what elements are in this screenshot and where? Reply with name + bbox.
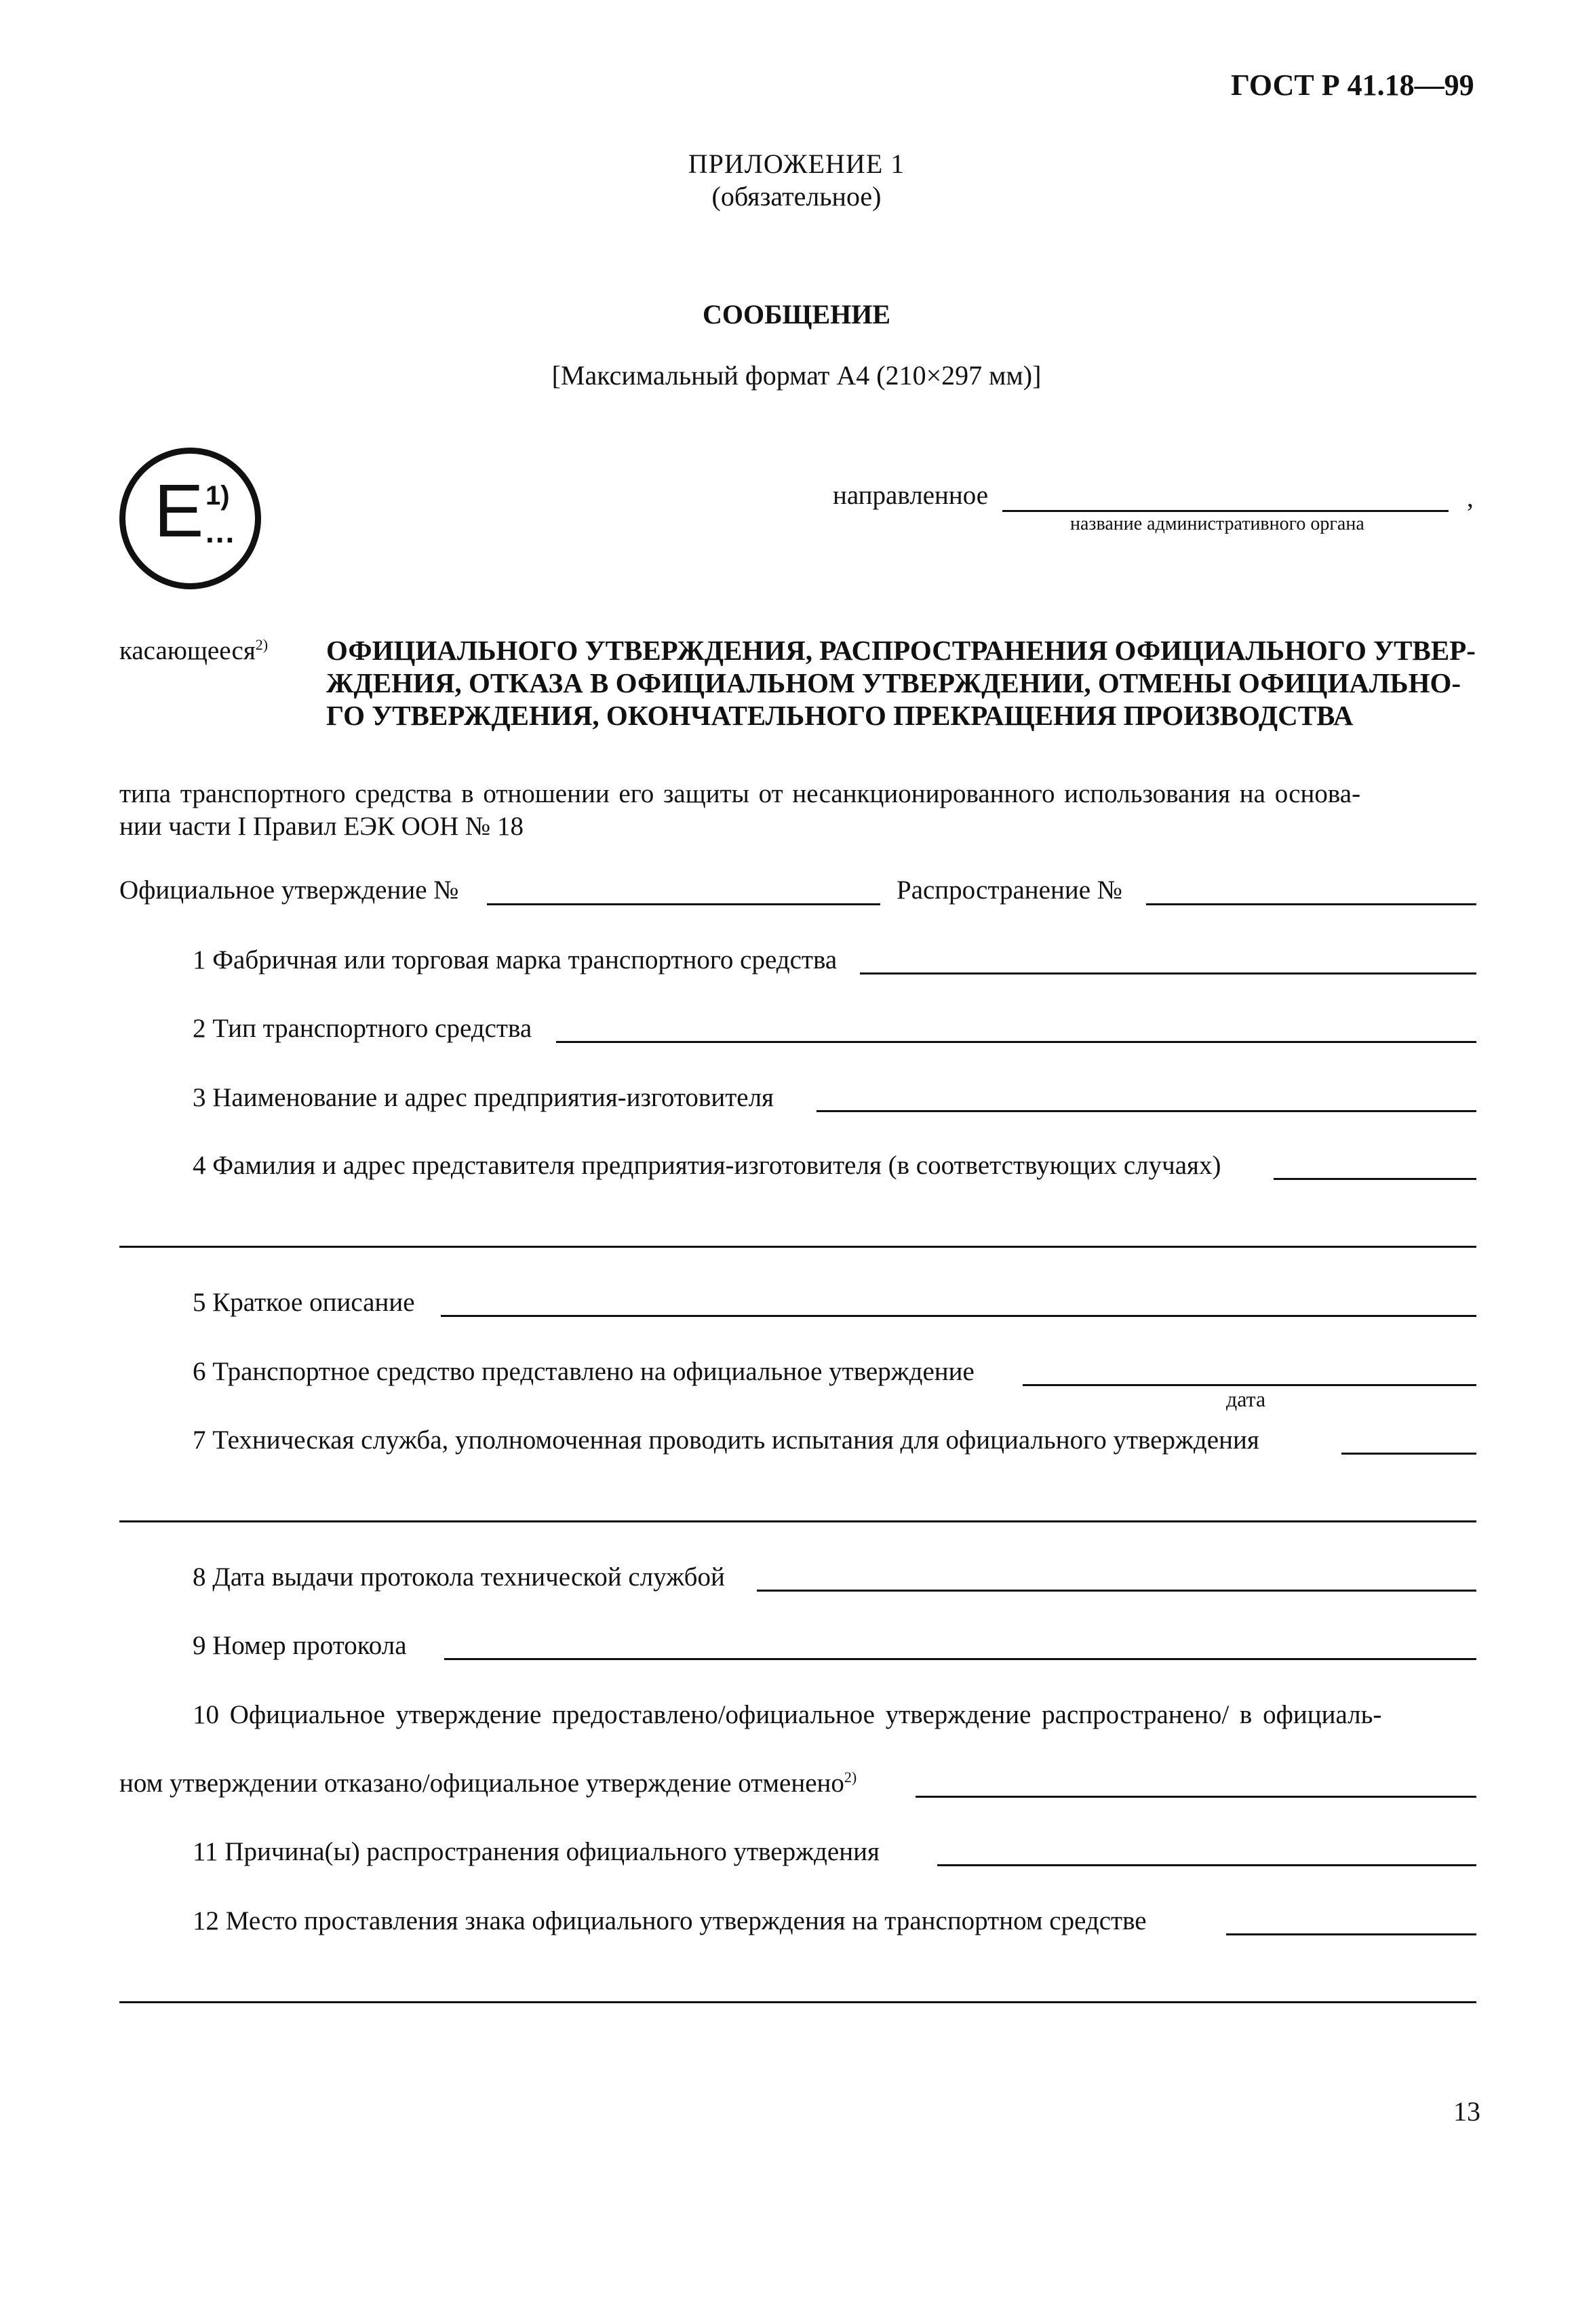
item-11-field[interactable]: [937, 1864, 1476, 1866]
item-3-label: 3 Наименование и адрес предприятия-изготовителя: [193, 1083, 774, 1112]
approval-number-field[interactable]: [487, 903, 880, 905]
item-10-footnote-ref: 2): [844, 1769, 857, 1786]
item-5-field[interactable]: [441, 1315, 1476, 1317]
item-10-field[interactable]: [916, 1796, 1476, 1798]
item-9-label: 9 Номер протокола: [193, 1631, 407, 1660]
sent-by-comma: ,: [1467, 484, 1474, 513]
format-note: [Максимальный формат А4 (210×297 мм)]: [551, 360, 1042, 391]
item-12-field[interactable]: [1226, 1933, 1476, 1935]
document-code: ГОСТ Р 41.18—99: [1231, 68, 1474, 102]
item-11-label: 11 Причина(ы) распространения официального утверждения: [193, 1837, 880, 1866]
item-4-field[interactable]: [1274, 1178, 1476, 1180]
extension-number-label: Распространение №: [897, 875, 1122, 905]
item-10-label-line-2: ном утверждении отказано/официальное утверждение отменено$^{2)}$: [119, 1769, 857, 1798]
item-4-field-continuation[interactable]: [119, 1246, 1476, 1248]
extension-number-field[interactable]: [1146, 903, 1476, 905]
item-8-label: 8 Дата выдачи протокола технической службой: [193, 1562, 725, 1592]
item-7-field-continuation[interactable]: [119, 1520, 1476, 1522]
item-4-label: 4 Фамилия и адрес представителя предприятия-изготовителя (в соответствующих случаях): [193, 1151, 1221, 1180]
concerning-line-3: ГО УТВЕРЖДЕНИЯ, ОКОНЧАТЕЛЬНОГО ПРЕКРАЩЕНИЯ ПРОИЗВОДСТВА: [326, 700, 1354, 731]
item-8-field[interactable]: [757, 1590, 1476, 1592]
intro-line-1: типа транспортного средства в отношении его защиты от несанкционированного использования на основа-: [119, 779, 1361, 808]
sent-by-field[interactable]: [1002, 510, 1449, 512]
item-1-field[interactable]: [860, 972, 1476, 974]
item-9-field[interactable]: [444, 1658, 1476, 1660]
approval-mark-dots: ...: [205, 514, 236, 549]
approval-mark-icon: [119, 448, 261, 589]
concerning-line-2: ЖДЕНИЯ, ОТКАЗА В ОФИЦИАЛЬНОМ УТВЕРЖДЕНИИ, ОТМЕНЫ ОФИЦИАЛЬНО-: [326, 667, 1461, 698]
approval-number-label: Официальное утверждение №: [119, 875, 459, 905]
item-7-label: 7 Техническая служба, уполномоченная проводить испытания для официального утверждения: [193, 1425, 1259, 1455]
approval-mark-letter: E: [154, 469, 204, 553]
item-12-field-continuation[interactable]: [119, 2001, 1476, 2003]
item-2-field[interactable]: [556, 1041, 1476, 1043]
concerning-line-1: ОФИЦИАЛЬНОГО УТВЕРЖДЕНИЯ, РАСПРОСТРАНЕНИЯ ОФИЦИАЛЬНОГО УТВЕР-: [326, 635, 1476, 666]
item-2-label: 2 Тип транспортного средства: [193, 1014, 532, 1043]
page-number: 13: [1453, 2096, 1480, 2127]
sent-by-caption: название административного органа: [1070, 513, 1364, 534]
sent-by-label: направленное: [833, 481, 989, 510]
concerning-label: касающееся$^{2)}$: [119, 636, 269, 665]
approval-mark-ref: 1): [205, 481, 230, 511]
concerning-footnote-ref: 2): [255, 636, 269, 653]
annex-subtitle: (обязательное): [711, 181, 882, 212]
annex-title: ПРИЛОЖЕНИЕ 1: [688, 149, 905, 179]
intro-line-2: нии части I Правил ЕЭК ООН № 18: [119, 812, 524, 841]
item-7-field[interactable]: [1341, 1453, 1476, 1455]
form-heading: СООБЩЕНИЕ: [702, 299, 891, 330]
item-10-label-line-1: 10 Официальное утверждение предоставлено/официальное утверждение распространено/ в официаль-: [193, 1700, 1382, 1729]
item-6-label: 6 Транспортное средство представлено на официальное утверждение: [193, 1357, 975, 1386]
item-12-label: 12 Место проставления знака официального утверждения на транспортном средстве: [193, 1906, 1147, 1935]
item-6-caption: дата: [1226, 1387, 1266, 1411]
item-3-field[interactable]: [817, 1110, 1476, 1112]
item-1-label: 1 Фабричная или торговая марка транспортного средства: [193, 945, 838, 974]
item-5-label: 5 Краткое описание: [193, 1288, 415, 1317]
